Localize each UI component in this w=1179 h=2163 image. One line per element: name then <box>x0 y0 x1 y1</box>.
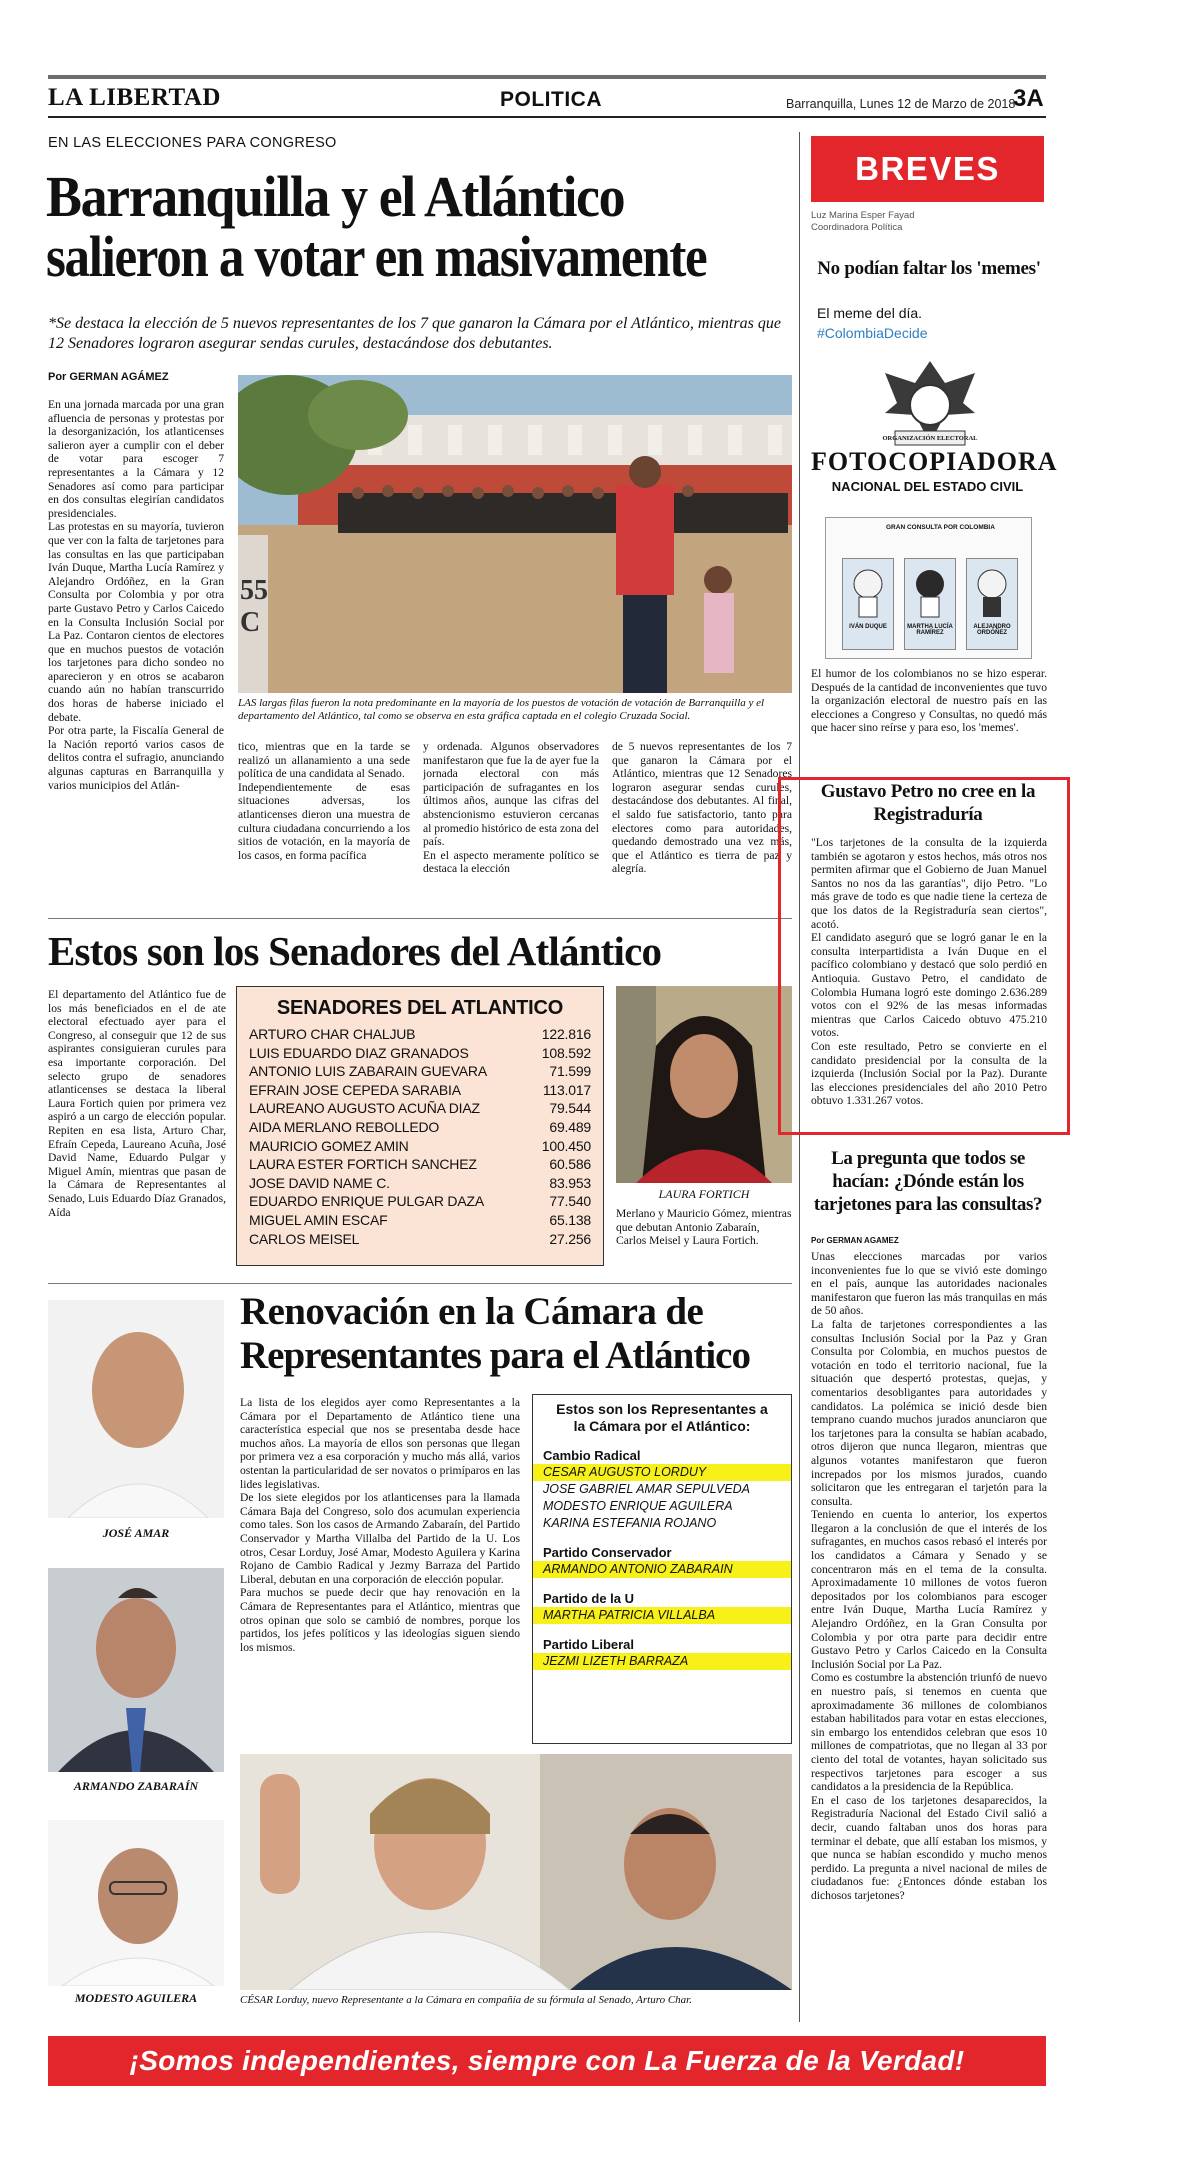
chamber-headline-line-1: Renovación en la Cámara de <box>240 1290 704 1333</box>
representative-name: JOSE GABRIEL AMAR SEPULVEDA <box>543 1482 751 1496</box>
lead-photo-illustration <box>238 375 792 693</box>
senators-headline: Estos son los Senadores del Atlántico <box>48 928 662 974</box>
representative-name: CESAR AUGUSTO LORDUY <box>533 1464 791 1481</box>
senator-votes: 60.586 <box>549 1156 591 1173</box>
masthead-section: POLITICA <box>500 88 602 111</box>
laura-fortich-portrait <box>616 986 792 1183</box>
pregunta-byline: Por GERMAN AGAMEZ <box>811 1236 899 1245</box>
representatives-box-title: Estos son los Representantes a la Cámara por el Atlántico: <box>556 1401 768 1434</box>
memes-headline: No podían faltar los 'memes' <box>817 258 1041 279</box>
chamber-headline-line-2: Representantes para el Atlántico <box>240 1334 750 1377</box>
portrait-armando-zabarain-caption: ARMANDO ZABARAÍN <box>73 1779 199 1793</box>
ballot-candidate-2-name: MARTHA LUCÍA RAMÍREZ <box>907 624 953 636</box>
masthead-bottom-rule <box>48 116 1046 118</box>
representative-name: MODESTO ENRIQUE AGUILERA <box>543 1499 733 1513</box>
representative-name: MARTHA PATRICIA VILLALBA <box>533 1607 791 1624</box>
breves-author-role: Coordinadora Política <box>811 222 903 233</box>
senator-row <box>249 1118 591 1137</box>
lead-photo-caption: LAS largas filas fueron la nota predominante en la mayoría de los puestos de votación de votación de Barranquilla y el departamento del Atlántico, tal como se observa en esta gráfica captada en el colegio Cruzada Social. <box>238 697 765 722</box>
footer-banner <box>48 2036 1046 2086</box>
senator-name: LAURA ESTER FORTICH SANCHEZ <box>249 1156 477 1173</box>
top-rule <box>48 75 1046 79</box>
ballot-candidate-2 <box>904 558 956 650</box>
senators-box <box>236 986 604 1266</box>
meme-ballot <box>825 517 1032 659</box>
lead-bottom-rule <box>48 918 792 919</box>
senators-text: El departamento del Atlántico fue de los más beneficiados en el de ate electoral efectuado ayer para el Congreso, al conseguir que 12 de sus aspirantes consiguieran curules para esa importante corporación. Del selecto grupo de senadores atlanticenses se destaca la liberal Laura Fortich quien por primera vez aspiró a un cargo de elección popular. Repiten en esa lista, Arturo Char, Efraín Cepeda, Laureano Acuña, José David Name, Eduardo Pulgar y Miguel Amín, mientras que pasan de la Cámara de Representantes al Senado, Luis Eduardo Díaz Granados, Aída <box>48 988 226 1219</box>
chamber-photo-illustration <box>240 1754 792 1990</box>
portrait-armando-zabarain <box>48 1568 224 1772</box>
senator-name: LAUREANO AUGUSTO ACUÑA DIAZ <box>249 1100 480 1117</box>
petro-text: "Los tarjetones de la consulta de la izquierda también se agotaron y estos hechos, más otros nos permiten afirmar que el Gobierno de Juan Manuel Santos no nos da las garantías", dijo Petro. "Lo más grave de todo es que nadie tiene la certeza de que los datos de la Registraduría sean ciertos", acotó. El candidato aseguró que se logró ganar le en la consulta interpartidista a Iván Duque en el pacífico colombiano y destacó que solo perdió en Antioquia. Gustavo Petro, el candidato de Colombia Humana logró este domingo 2.636.289 votos con el 92% de las mesas informadas mientras que Carlos Caicedo obtuvo 475.210 votos. Con este resultado, Petro se convierte en el candidato presidencial por la consulta de la izquierda (Inclusión Social por la Paz). Durante las elecciones presidenciales del año 2010 Petro obtuvo 1.331.267 votos. <box>811 836 1047 1108</box>
senator-name: EDUARDO ENRIQUE PULGAR DAZA <box>249 1193 484 1210</box>
party-name: Partido de la U <box>543 1591 635 1606</box>
meme-image <box>811 295 1058 663</box>
candidate-caricature-icon <box>967 559 1017 619</box>
ballot-candidate-1 <box>842 558 894 650</box>
party-name: Partido Conservador <box>543 1545 672 1560</box>
senator-row <box>249 1025 591 1044</box>
chamber-photo-caption: CÉSAR Lorduy, nuevo Representante a la Cámara en compañía de su fórmula al Senado, Arturo Char. <box>240 1994 692 2006</box>
lead-column-1: En una jornada marcada por una gran afluencia de personas y protestas por la desorganización, los atlanticenses salieron ayer a cumplir con el deber de votar para escoger 7 representantes a la Cámara y 12 Senadores así como para participar en dos consultas elegirían candidatos presidenciales. Las protestas en su mayoría, tuvieron que ver con la falta de tarjetones para las consultas en las que participaban Iván Duque, Martha Lucía Ramírez y Alejandro Ordóñez, en la Gran Consulta por Colombia y por otra parte Gustavo Petro y Carlos Caicedo en la Consulta Inclusión Social por La Paz. Contaron cientos de electores que en muchos puestos de votación los tarjetones para dicho sondeo no aparecieron y en otros se acabaron cuando aún no habían transcurrido dos horas de haberse iniciado el debate. Por otra parte, la Fiscalía General de la Nación reportó varios casos de delitos contra el sufragio, anunciando algunas capturas en Barranquilla y varios municipios del Atlán- <box>48 398 224 792</box>
lead-column-3: y ordenada. Algunos observadores manifestaron que fue la de ayer fue la jornada electoral con más participación de sufragantes en los últimos años, aunque las cifras del abstencionismo estuvieron cercanas al promedio histórico de esta zona del país. En el aspecto meramente político se destaca la elección <box>423 740 599 876</box>
senator-name: LUIS EDUARDO DIAZ GRANADOS <box>249 1044 469 1061</box>
senators-bottom-rule <box>48 1283 792 1284</box>
senator-name: ANTONIO LUIS ZABARAIN GUEVARA <box>249 1063 487 1080</box>
meme-seal-label: ORGANIZACIÓN ELECTORAL <box>882 435 978 442</box>
senator-name: CARLOS MEISEL <box>249 1230 360 1247</box>
senator-row <box>249 1099 591 1118</box>
laura-fortich-photo <box>616 986 792 1183</box>
senator-name: MAURICIO GOMEZ AMIN <box>249 1137 409 1154</box>
senator-name: ARTURO CHAR CHALJUB <box>249 1026 416 1042</box>
breves-title: BREVES <box>855 150 1000 187</box>
laura-fortich-caption: LAURA FORTICH <box>658 1187 750 1201</box>
representative-name: KARINA ESTEFANIA ROJANO <box>543 1516 717 1530</box>
senator-name: AIDA MERLANO REBOLLEDO <box>249 1118 440 1135</box>
representative-name: ARMANDO ANTONIO ZABARAIN <box>533 1561 791 1578</box>
lead-headline-line-2: salieron a votar en masivamente <box>46 224 707 289</box>
meme-title: FOTOCOPIADORA <box>811 447 1058 476</box>
portrait-jose-amar-caption: JOSÉ AMAR <box>102 1526 170 1540</box>
meme-ballot-title: GRAN CONSULTA POR COLOMBIA <box>886 524 995 531</box>
senators-aside-text: Merlano y Mauricio Gómez, mientras que debutan Antonio Zabaraín, Carlos Meisel y Laura Fortich. <box>616 1207 792 1248</box>
senator-row <box>249 1062 591 1081</box>
senator-row <box>249 1230 591 1249</box>
senator-votes: 79.544 <box>549 1100 591 1117</box>
meme-hashtag: #ColombiaDecide <box>817 325 928 341</box>
senator-votes: 100.450 <box>541 1137 591 1154</box>
ballot-candidate-3-name: ALEJANDRO ORDÓÑEZ <box>973 624 1011 636</box>
chamber-text: La lista de los elegidos ayer como Representantes a la Cámara por el Departamento de Atlántico tiene una característica especial que nos se presentaba desde hace muchos años. La mayoría de ellos son personas que llegan por primera vez a esa corporación y mucho más allá, varios ostentan la particularidad de ser novatos o primíparos en las lides legislativas. De los siete elegidos por los atlanticenses para la llamada Cámara Baja del Congreso, solo dos acumulan experiencia como tales. Son los casos de Armando Zabaraín, del Partido Conservador y Martha Villalba del Partido de la U. Los otros, Cesar Lorduy, José Amar, Modesto Aguilera y Karina Rojano de Cambio Radical y Jezmy Barraza del Partido Liberal, debutan en una corporación de elección popular. Para muchos se puede decir que hay renovación en la Cámara de Representantes para el Atlántico, mientras que otros opinan que solo se cambió de nombres, porque los partidos, los jefes políticos y las ideologías siguen siendo los mismos. <box>240 1396 520 1654</box>
senator-votes: 77.540 <box>549 1193 591 1210</box>
candidate-caricature-icon <box>905 559 955 619</box>
memes-text: El humor de los colombianos no se hizo esperar. Después de la cantidad de inconvenientes que tuvo la organización electoral de nuestro país en las elecciones a Congreso y Consultas, no quedó más que hacer sino reírse y para eso, los 'memes'. <box>811 667 1047 735</box>
pregunta-text: Unas elecciones marcadas por varios inconvenientes fue lo que se vivió este domingo en el país, aunque las autoridades nacionales manifestaron que fueron las más tranquilas en más de 50 años. La falta de tarjetones correspondientes a las consultas Inclusión Social por la Paz y Gran Consulta por Colombia, en muchos puestos de votación en todo el territorio nacional, fue la situación que despertó protestas, quejas, y comentarios desobligantes para autoridades y candidatos. La polémica se inició desde bien temprano cuando muchos jurados anunciaron que los tarjetones para la consulta se habían acabado, otros dijeron que nunca llegaron, mientras que algunos votantes manifestaron que fueron increpados por los mismos jurados, cuando solicitaron que les entregaran el tarjetón para la consulta. Teniendo en cuenta lo anterior, los expertos llegaron a la conclusión de que el interés de los sufragantes, en muchos casos rebasó el interés por los candidatos a Cámara y Senado y se concentraron más en el tema de la consulta. Aproximadamente 10 millones de votos fueron depositados por los colombianos para escoger entre Iván Duque, Martha Lucía Ramírez y Alejandro Ordóñez, en la Gran Consulta por Colombia y por otra parte para decidir entre Gustavo Petro y Carlos Caicedo en la Consulta Inclusión Social por La Paz. Como es costumbre la abstención triunfó de nuevo en nuestro país, si tenemos en cuenta que aproximadamente 36 millones de colombianos estaban habilitados para votar en estas elecciones, sin embargo los entendidos celebran que esos 10 millones de compatriotas, que no llegan al 33 por ciento del total de votantes, hayan solicitado sus respectivos tarjetones para escoger a sus candidatos a la presidencia de la República. En el caso de los tarjetones desaparecidos, la Registraduría Nacional del Estado Civil salió a decir, cuando faltaban unos dos horas para terminar el debate, que allí estaban los mismos, y que nunca se habían escondido y mucho menos perdido. La pregunta a nivel nacional de miles de ciudadanos fue: ¿Entonces dónde estaban los dichosos tarjetones? <box>811 1250 1047 1902</box>
senator-row <box>249 1211 591 1230</box>
masthead-page-number: 3A <box>1013 85 1044 112</box>
representatives-box <box>532 1394 792 1744</box>
representative-name: JEZMI LIZETH BARRAZA <box>533 1653 791 1670</box>
ballot-candidate-1-name: IVÁN DUQUE <box>849 624 887 630</box>
ballot-candidate-3 <box>966 558 1018 650</box>
senator-votes: 65.138 <box>549 1211 591 1228</box>
lead-column-4: de 5 nuevos representantes de los 7 que ganaron la Cámara por el Atlántico, mientras que 12 Senadores lograron asegurar sendas curules, destacándose dos debutantes. Al final, el saldo fue satisfactorio, tanto para electores como para autoridades, quedando demostrado una vez más, que el Atlántico es tierra de paz y alegría. <box>612 740 792 876</box>
representatives-list <box>533 1447 791 1670</box>
senator-name: JOSE DAVID NAME C. <box>249 1174 390 1191</box>
masthead-paper-name: LA LIBERTAD <box>48 84 221 111</box>
senator-name: MIGUEL AMIN ESCAF <box>249 1211 388 1228</box>
lead-headline-line-1: Barranquilla y el Atlántico <box>46 164 625 229</box>
senator-votes: 83.953 <box>549 1174 591 1191</box>
meme-subtitle: NACIONAL DEL ESTADO CIVIL <box>831 479 1024 494</box>
lead-byline: Por GERMAN AGÁMEZ <box>48 371 169 383</box>
senator-row <box>249 1137 591 1156</box>
breves-author: Luz Marina Esper Fayad <box>811 210 915 221</box>
senator-votes: 71.599 <box>549 1063 591 1080</box>
meme-caption: El meme del día. <box>817 305 923 321</box>
portrait-modesto-aguilera <box>48 1820 224 1986</box>
lead-deck: *Se destaca la elección de 5 nuevos representantes de los 7 que ganaron la Cámara por el Atlántico, mientras que 12 Senadores lograron asegurar sendas curules, destacándose dos debutantes. <box>48 315 781 352</box>
lead-kicker: EN LAS ELECCIONES PARA CONGRESO <box>48 135 337 151</box>
senator-row <box>249 1192 591 1211</box>
footer-slogan: ¡Somos independientes, siempre con La Fuerza de la Verdad! <box>129 2045 965 2076</box>
senator-votes: 113.017 <box>542 1081 591 1098</box>
portrait-modesto-aguilera-caption: MODESTO AGUILERA <box>74 1991 198 2005</box>
senator-row <box>249 1044 591 1063</box>
senator-row <box>249 1081 591 1100</box>
candidate-caricature-icon <box>843 559 893 619</box>
party-name: Cambio Radical <box>543 1448 641 1463</box>
breves-banner <box>811 136 1044 202</box>
lead-column-2: tico, mientras que en la tarde se realizó un allanamiento a una sede política de una candidata al Senado. Independientemente de esas situaciones adversas, los atlanticenses dieron una muestra de cultura ciudadana concurriendo a los sitios de votación, en la mayoría de los casos, en forma pacífica <box>238 740 410 862</box>
jose-amar-portrait <box>48 1300 224 1518</box>
senator-votes: 122.816 <box>541 1026 591 1042</box>
senator-row <box>249 1155 591 1174</box>
armando-zabarain-portrait <box>48 1568 224 1772</box>
senator-votes: 27.256 <box>549 1230 591 1247</box>
lead-photo-voting-line <box>238 375 792 693</box>
lead-photo-sign: 55 C <box>240 575 268 638</box>
petro-headline: Gustavo Petro no cree en la Registraduría <box>820 781 1036 825</box>
senator-votes: 108.592 <box>541 1044 591 1061</box>
pregunta-headline: La pregunta que todos se hacían: ¿Dónde están los tarjetones para las consultas? <box>813 1148 1043 1215</box>
party-name: Partido Liberal <box>543 1637 635 1652</box>
senators-list <box>249 1025 591 1248</box>
senator-row <box>249 1174 591 1193</box>
masthead-dateline: Barranquilla, Lunes 12 de Marzo de 2018 <box>786 97 1016 111</box>
senator-name: EFRAIN JOSE CEPEDA SARABIA <box>249 1081 461 1098</box>
modesto-aguilera-portrait <box>48 1820 224 1986</box>
senator-votes: 69.489 <box>549 1118 591 1135</box>
chamber-photo-lorduy-char <box>240 1754 792 1990</box>
portrait-jose-amar <box>48 1300 224 1518</box>
senators-box-title: SENADORES DEL ATLANTICO <box>276 997 564 1019</box>
